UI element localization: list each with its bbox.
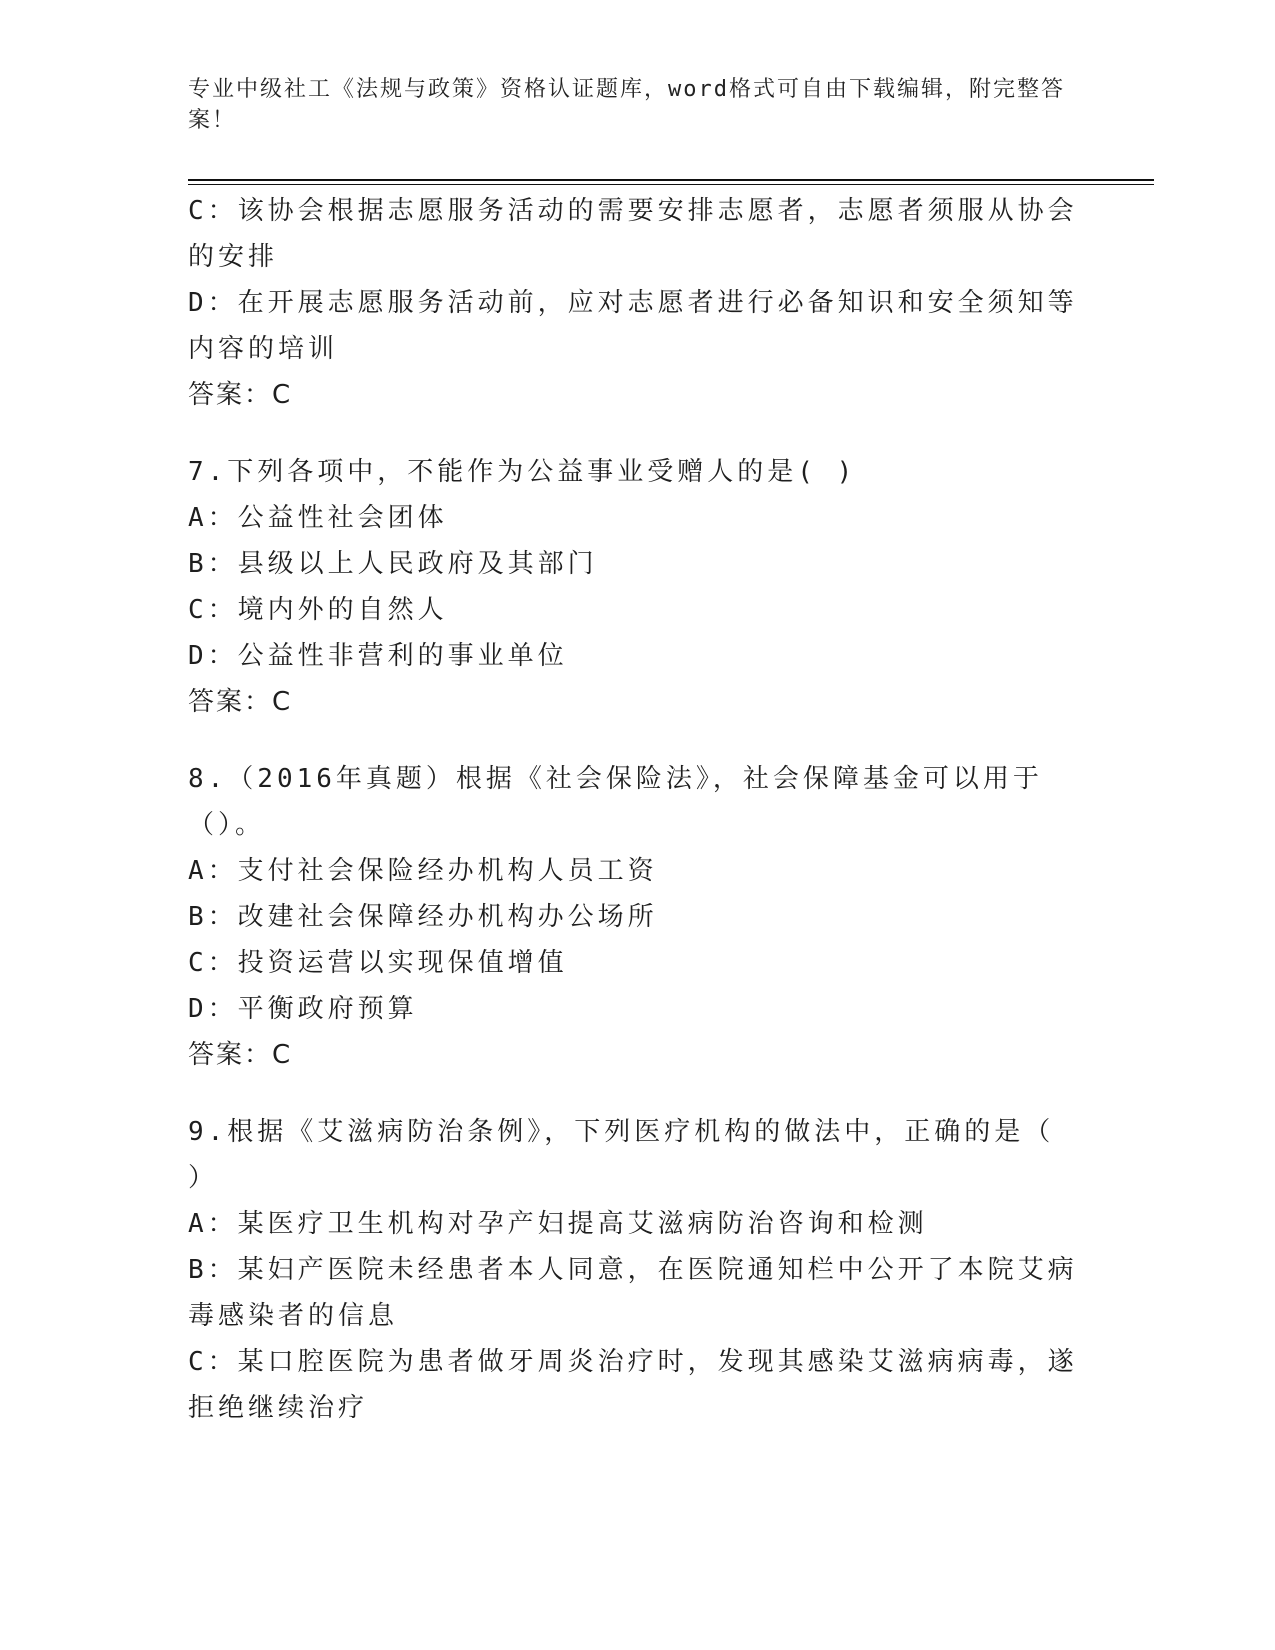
header-divider-thick <box>188 179 1154 181</box>
document-header: 专业中级社工《法规与政策》资格认证题库，word格式可自由下载编辑，附完整答案！ <box>188 77 1065 133</box>
question-gap <box>188 418 1088 449</box>
question-line: C：某口腔医院为患者做牙周炎治疗时，发现其感染艾滋病病毒，遂拒绝继续治疗 <box>188 1347 1078 1423</box>
question-content <box>188 188 1088 1431</box>
question-line: C：境内外的自然人 <box>188 595 448 625</box>
question-line: C：投资运营以实现保值增值 <box>188 948 568 978</box>
question-line: C：该协会根据志愿服务活动的需要安排志愿者，志愿者须服从协会的安排 <box>188 196 1078 272</box>
question-line: A：公益性社会团体 <box>188 503 448 533</box>
question-line: B：改建社会保障经办机构办公场所 <box>188 902 658 932</box>
question-line: 9.根据《艾滋病防治条例》，下列医疗机构的做法中，正确的是（ ） <box>188 1117 1074 1193</box>
question-gap <box>188 725 1088 756</box>
question-gap <box>188 1078 1088 1109</box>
question-line: B：某妇产医院未经患者本人同意，在医院通知栏中公开了本院艾病毒感染者的信息 <box>188 1255 1078 1331</box>
question-line: 7.下列各项中，不能作为公益事业受赠人的是( ) <box>188 457 857 487</box>
question-line: D：在开展志愿服务活动前，应对志愿者进行必备知识和安全须知等内容的培训 <box>188 288 1078 364</box>
answer-line: 答案：C <box>188 380 293 410</box>
header-divider-thin <box>188 184 1154 185</box>
question-line: A：支付社会保险经办机构人员工资 <box>188 856 658 886</box>
question-line: D：公益性非营利的事业单位 <box>188 641 568 671</box>
question-line: D：平衡政府预算 <box>188 994 418 1024</box>
answer-line: 答案：C <box>188 687 293 717</box>
answer-line: 答案：C <box>188 1040 293 1070</box>
question-line: A：某医疗卫生机构对孕产妇提高艾滋病防治咨询和检测 <box>188 1209 928 1239</box>
question-line: 8.（2016年真题）根据《社会保险法》，社会保障基金可以用于（）。 <box>188 764 1043 840</box>
question-line: B：县级以上人民政府及其部门 <box>188 549 598 579</box>
